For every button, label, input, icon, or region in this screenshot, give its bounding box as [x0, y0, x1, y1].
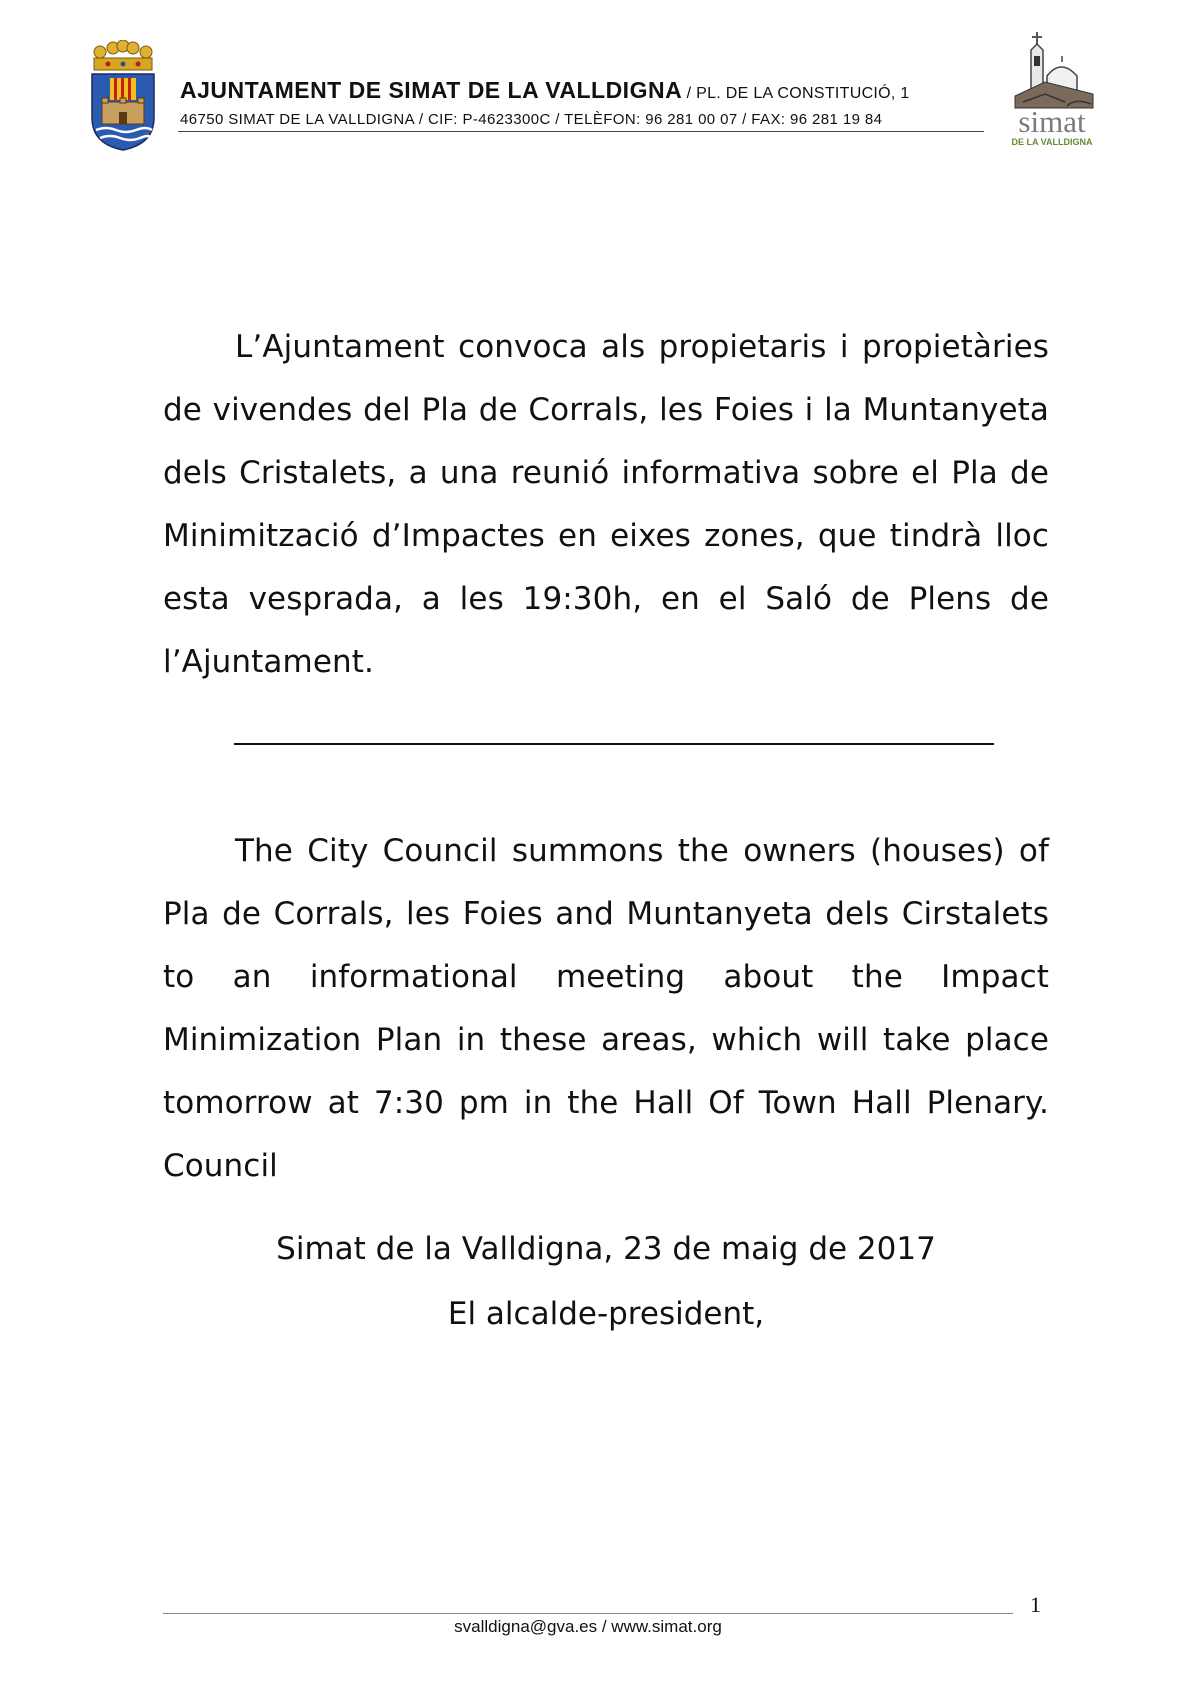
letterhead	[180, 74, 980, 130]
signatory-role: El alcalde-president,	[447, 1296, 765, 1332]
place-and-date: Simat de la Valldigna, 23 de maig de 2017	[276, 1231, 936, 1267]
simat-logo	[1005, 32, 1100, 147]
paragraph-catalan: L’Ajuntament convoca als propietaris i propietàries de vivendes del Pla de Corrals, les Foies i la Muntanyeta dels Cristalets, a una reunió informativa sobre el Pla de Minimització d’Impactes en eixes zones, que tindrà lloc esta vesprada, a les 19:30h, en el Saló de Plens de l’Ajuntament.	[163, 329, 1049, 680]
page-number: 1	[1030, 1592, 1041, 1617]
section-divider	[234, 743, 994, 745]
organization-name: AJUNTAMENT DE SIMAT DE LA VALLDIGNA	[180, 77, 683, 103]
logo-subtitle: DE LA VALLDIGNA	[1011, 137, 1093, 147]
footer-rule	[163, 1613, 1013, 1614]
organization-address: / PL. DE LA CONSTITUCIÓ, 1	[686, 85, 910, 102]
header-title-line	[180, 74, 980, 110]
paragraph-english: The City Council summons the owners (houses) of Pla de Corrals, les Foies and Muntanyeta dels Cirstalets to an informational meeting about the Impact Minimization Plan in these areas, which will take place tomorrow at 7:30 pm in the Hall Of Town Hall Plenary. Council	[163, 833, 1049, 1184]
header-rule	[178, 131, 984, 132]
logo-wordmark: simat	[1018, 104, 1086, 139]
coat-of-arms-icon	[88, 40, 158, 152]
contact-line: 46750 SIMAT DE LA VALLDIGNA / CIF: P-4623300C / TELÈFON: 96 281 00 07 / FAX: 96 281 19 84	[180, 111, 883, 128]
footer-contact: svalldigna@gva.es / www.simat.org	[454, 1617, 722, 1636]
